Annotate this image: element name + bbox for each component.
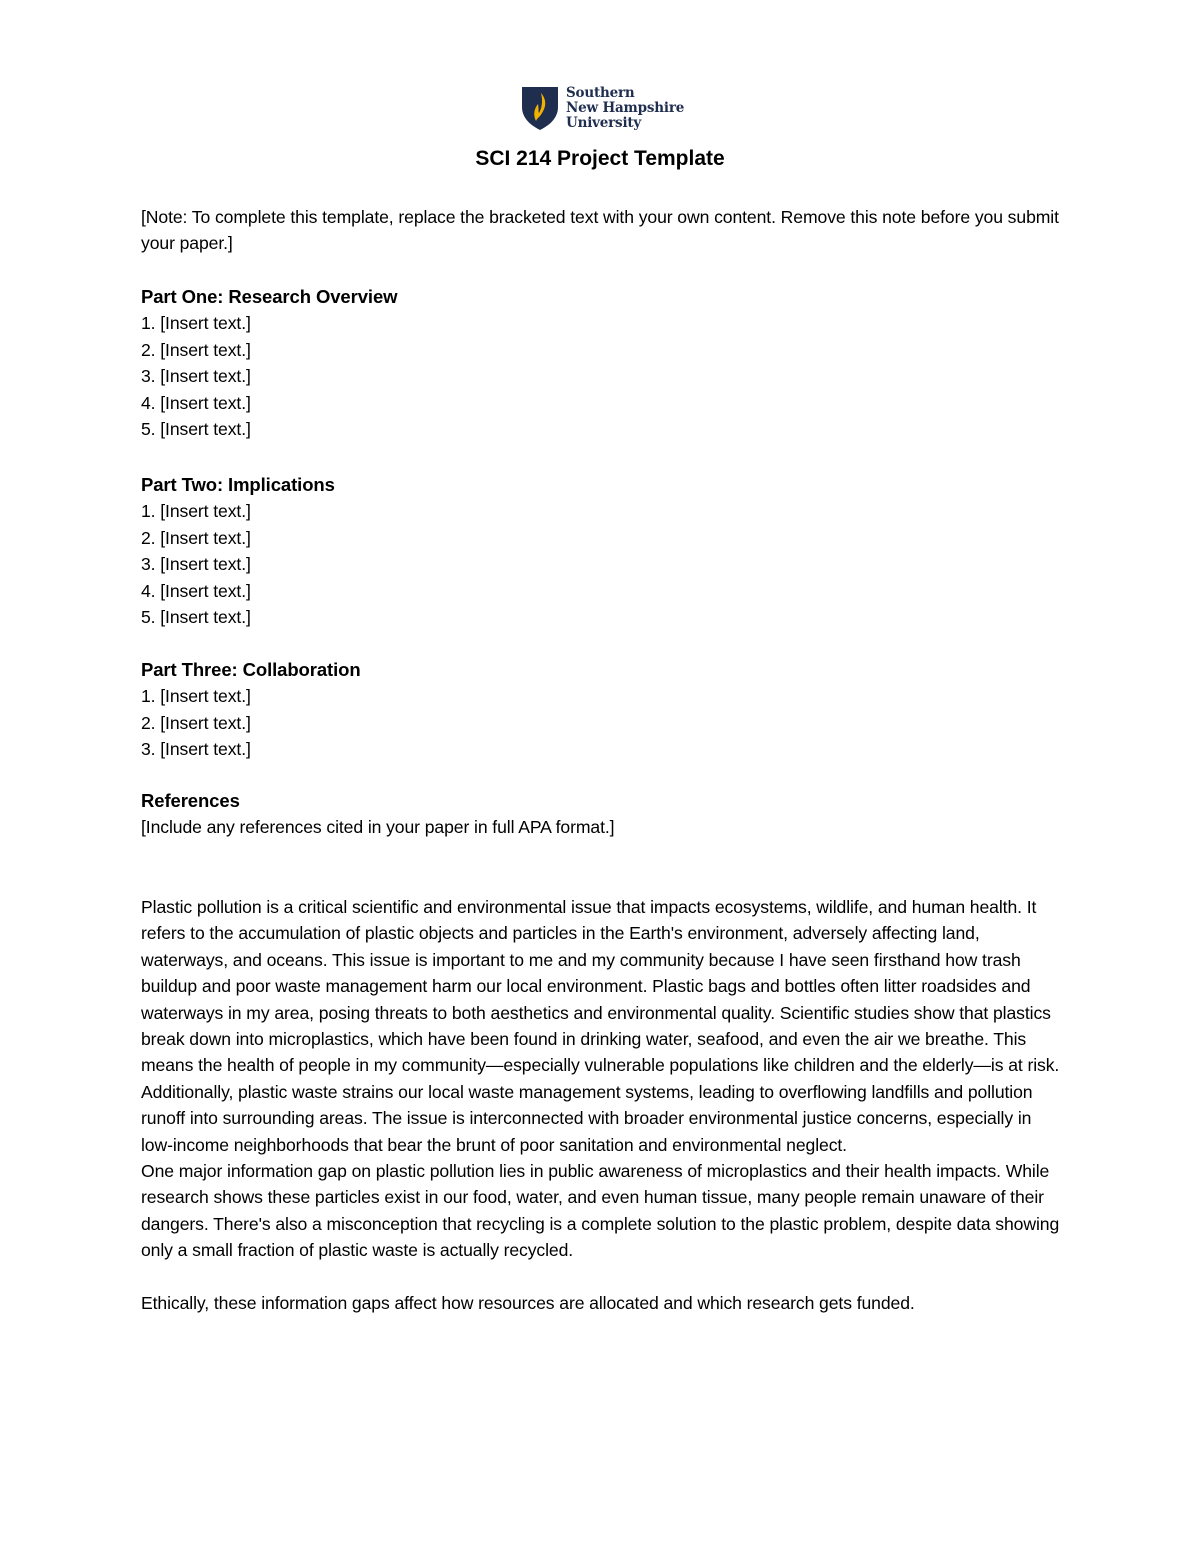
list-item: 1. [Insert text.]: [141, 686, 251, 706]
list-item: 3. [Insert text.]: [141, 739, 251, 759]
essay-paragraph: Plastic pollution is a critical scientific and environmental issue that impacts ecosystems, wildlife, and human health. It refers to the accumulation of plastic objects and particles in the Earth's environment, adversely affecting land, waterways, and oceans. This issue is important to me and my community because I have seen firsthand how trash buildup and poor waste management harm our local environment. Plastic bags and bottles often litter roadsides and waterways in my area, posing threats to both aesthetics and environmental quality. Scientific studies show that plastics break down into microplastics, which have been found in drinking water, seafood, and even the air we breathe. This means the health of people in my community—especially vulnerable populations like children and the elderly—is at risk. Additionally, plastic waste strains our local waste management systems, leading to overflowing landfills and pollution runoff into surrounding areas. The issue is interconnected with broader environmental justice concerns, especially in low-income neighborhoods that bear the brunt of poor sanitation and environmental neglect.: [141, 897, 1060, 1155]
section-collaboration: [141, 656, 1061, 763]
list-item: 4. [Insert text.]: [141, 392, 251, 413]
section-references: [141, 787, 1061, 840]
list-item: 5. [Insert text.]: [141, 419, 251, 439]
template-note: [Note: To complete this template, replace the bracketed text with your own content. Remove this note before you submit your paper.]: [141, 207, 1059, 254]
wordmark-line-3: University: [566, 114, 642, 131]
university-wordmark: [566, 86, 684, 131]
document-title: SCI 214 Project Template: [475, 147, 725, 170]
shield-flame-icon: [520, 85, 560, 131]
section-heading: Part One: Research Overview: [141, 286, 398, 307]
university-logo: [520, 84, 684, 132]
list-item: 2. [Insert text.]: [141, 527, 251, 548]
wordmark-line-2: New Hampshire: [566, 99, 685, 116]
references-placeholder: [Include any references cited in your paper in full APA format.]: [141, 817, 615, 837]
section-research-overview: [141, 283, 1061, 443]
list-item: 3. [Insert text.]: [141, 554, 251, 574]
list-item: 4. [Insert text.]: [141, 580, 251, 601]
list-item: 2. [Insert text.]: [141, 339, 251, 360]
list-item: 3. [Insert text.]: [141, 366, 251, 386]
section-heading: References: [141, 790, 240, 811]
list-item: 2. [Insert text.]: [141, 712, 251, 733]
section-heading: Part Three: Collaboration: [141, 659, 361, 680]
essay-body: [141, 894, 1061, 1316]
essay-paragraph: Ethically, these information gaps affect how resources are allocated and which research gets funded.: [141, 1293, 915, 1314]
list-item: 1. [Insert text.]: [141, 501, 251, 521]
wordmark-line-1: Southern: [566, 84, 635, 101]
list-item: 1. [Insert text.]: [141, 313, 251, 333]
essay-paragraph: One major information gap on plastic pollution lies in public awareness of microplastics and their health impacts. While research shows these particles exist in our food, water, and even human tissue, many people remain unaware of their dangers. There's also a misconception that recycling is a complete solution to the plastic problem, despite data showing only a small fraction of plastic waste is actually recycled.: [141, 1161, 1060, 1261]
list-item: 5. [Insert text.]: [141, 607, 251, 627]
section-heading: Part Two: Implications: [141, 474, 335, 495]
section-implications: [141, 471, 1061, 631]
